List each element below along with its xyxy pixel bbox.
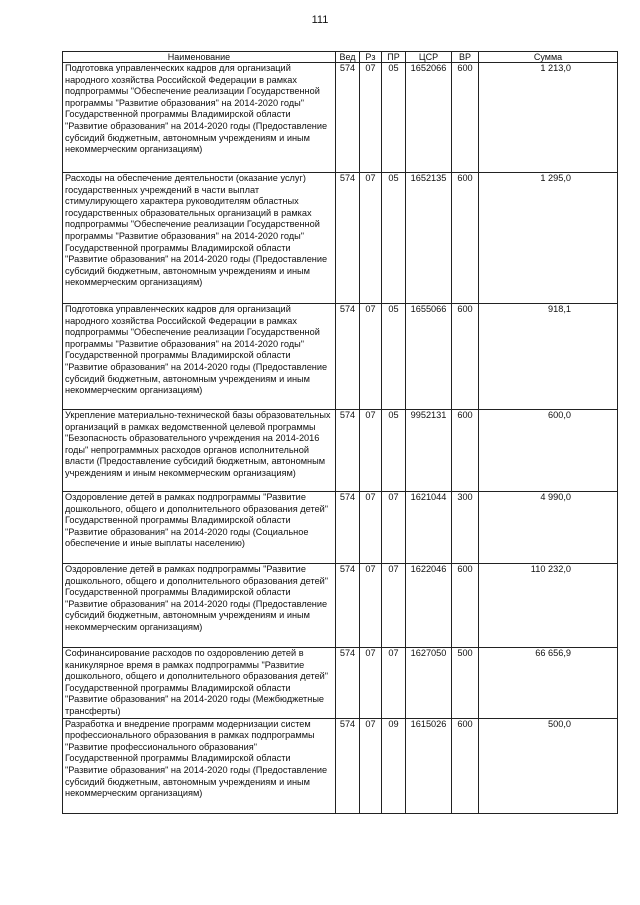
row-csr: 1652066 xyxy=(406,63,452,173)
row-sum: 1 213,0 xyxy=(479,63,618,173)
row-pr: 07 xyxy=(382,648,406,719)
header-rz: Рз xyxy=(360,52,382,63)
row-rz: 07 xyxy=(360,410,382,492)
table-row xyxy=(63,648,618,719)
row-vr: 600 xyxy=(452,564,479,648)
row-ved: 574 xyxy=(336,492,360,564)
row-pr: 09 xyxy=(382,718,406,813)
row-sum: 500,0 xyxy=(479,718,618,813)
row-sum: 600,0 xyxy=(479,410,618,492)
row-rz: 07 xyxy=(360,718,382,813)
row-csr: 9952131 xyxy=(406,410,452,492)
row-sum: 1 295,0 xyxy=(479,173,618,304)
row-name: Подготовка управленческих кадров для организаций народного хозяйства Российской Федерации в рамках подпрограммы "Обеспечение реализации Государственной программы "Развитие образования" на 2014-2020 годы" Государственной программы Владимирской области "Развитие образования" на 2014-2020 годы (Предоставление субсидий бюджетным, автономным учреждениям и иным некоммерческим организациям) xyxy=(63,304,336,410)
table-row xyxy=(63,718,618,813)
row-ved: 574 xyxy=(336,304,360,410)
row-vr: 600 xyxy=(452,304,479,410)
row-name: Подготовка управленческих кадров для организаций народного хозяйства Российской Федерации в рамках подпрограммы "Обеспечение реализации Государственной программы "Развитие образования" на 2014-2020 годы" Государственной программы Владимирской области "Развитие образования" на 2014-2020 годы (Предоставление субсидий бюджетным, автономным учреждениям и иным некоммерческим организациям) xyxy=(63,63,336,173)
row-csr: 1621044 xyxy=(406,492,452,564)
row-name: Укрепление материально-технической базы образовательных организаций в рамках ведомственной целевой программы "Безопасность образовательного учреждения на 2014-2016 годы" непрограммных расходов органов исполнительной власти (Предоставление субсидий бюджетным, автономным учреждениям и иным некоммерческим организациям) xyxy=(63,410,336,492)
table-row xyxy=(63,492,618,564)
row-pr: 07 xyxy=(382,492,406,564)
page-number: 111 xyxy=(311,14,329,26)
table-row xyxy=(63,304,618,410)
row-csr: 1622046 xyxy=(406,564,452,648)
row-pr: 05 xyxy=(382,410,406,492)
row-pr: 05 xyxy=(382,63,406,173)
row-pr: 07 xyxy=(382,564,406,648)
row-ved: 574 xyxy=(336,173,360,304)
header-pr: ПР xyxy=(382,52,406,63)
row-rz: 07 xyxy=(360,304,382,410)
row-vr: 600 xyxy=(452,410,479,492)
row-rz: 07 xyxy=(360,492,382,564)
row-vr: 300 xyxy=(452,492,479,564)
row-sum: 66 656,9 xyxy=(479,648,618,719)
row-rz: 07 xyxy=(360,173,382,304)
row-name: Оздоровление детей в рамках подпрограммы "Развитие дошкольного, общего и дополнительного образования детей" Государственной программы Владимирской области "Развитие образования" на 2014-2020 годы (Социальное обеспечение и иные выплаты населению) xyxy=(63,492,336,564)
table-row xyxy=(63,173,618,304)
row-name: Расходы на обеспечение деятельности (оказание услуг) государственных учреждений в части выплат стимулирующего характера руководителям областных государственных образовательных организаций в рамках подпрограммы "Обеспечение реализации Государственной программы "Развитие образования" на 2014-2020 годы" Государственной программы Владимирской области "Развитие образования" на 2014-2020 годы (Предоставление субсидий бюджетным, автономным учреждениям и иным некоммерческим организациям) xyxy=(63,173,336,304)
header-ved: Вед xyxy=(336,52,360,63)
row-vr: 600 xyxy=(452,63,479,173)
row-vr: 500 xyxy=(452,648,479,719)
header-name: Наименование xyxy=(63,52,336,63)
row-rz: 07 xyxy=(360,564,382,648)
row-vr: 600 xyxy=(452,173,479,304)
row-ved: 574 xyxy=(336,718,360,813)
row-ved: 574 xyxy=(336,63,360,173)
table-row xyxy=(63,410,618,492)
row-rz: 07 xyxy=(360,648,382,719)
row-pr: 05 xyxy=(382,173,406,304)
row-name: Софинансирование расходов по оздоровлению детей в каникулярное время в рамках подпрограммы "Развитие дошкольного, общего и дополнительного образования детей" Государственной программы Владимирской области "Развитие образования" на 2014-2020 годы (Межбюджетные трансферты) xyxy=(63,648,336,719)
budget-table xyxy=(62,51,618,814)
row-csr: 1627050 xyxy=(406,648,452,719)
header-sum: Сумма xyxy=(479,52,618,63)
row-ved: 574 xyxy=(336,410,360,492)
row-ved: 574 xyxy=(336,648,360,719)
row-name: Разработка и внедрение программ модернизации систем профессионального образования в рамках подпрограммы "Развитие профессионального образования" Государственной программы Владимирской области "Развитие образования" на 2014-2020 годы (Предоставление субсидий бюджетным, автономным учреждениям и иным некоммерческим организациям) xyxy=(63,718,336,813)
row-name: Оздоровление детей в рамках подпрограммы "Развитие дошкольного, общего и дополнительного образования детей" Государственной программы Владимирской области "Развитие образования" на 2014-2020 годы (Предоставление субсидий бюджетным, автономным учреждениям и иным некоммерческим организациям) xyxy=(63,564,336,648)
row-vr: 600 xyxy=(452,718,479,813)
row-csr: 1652135 xyxy=(406,173,452,304)
row-rz: 07 xyxy=(360,63,382,173)
table-row xyxy=(63,564,618,648)
row-csr: 1615026 xyxy=(406,718,452,813)
row-csr: 1655066 xyxy=(406,304,452,410)
header-row xyxy=(63,52,618,63)
row-sum: 918,1 xyxy=(479,304,618,410)
header-vr: ВР xyxy=(452,52,479,63)
row-sum: 4 990,0 xyxy=(479,492,618,564)
table-row xyxy=(63,63,618,173)
header-csr: ЦСР xyxy=(406,52,452,63)
row-pr: 05 xyxy=(382,304,406,410)
row-ved: 574 xyxy=(336,564,360,648)
row-sum: 110 232,0 xyxy=(479,564,618,648)
